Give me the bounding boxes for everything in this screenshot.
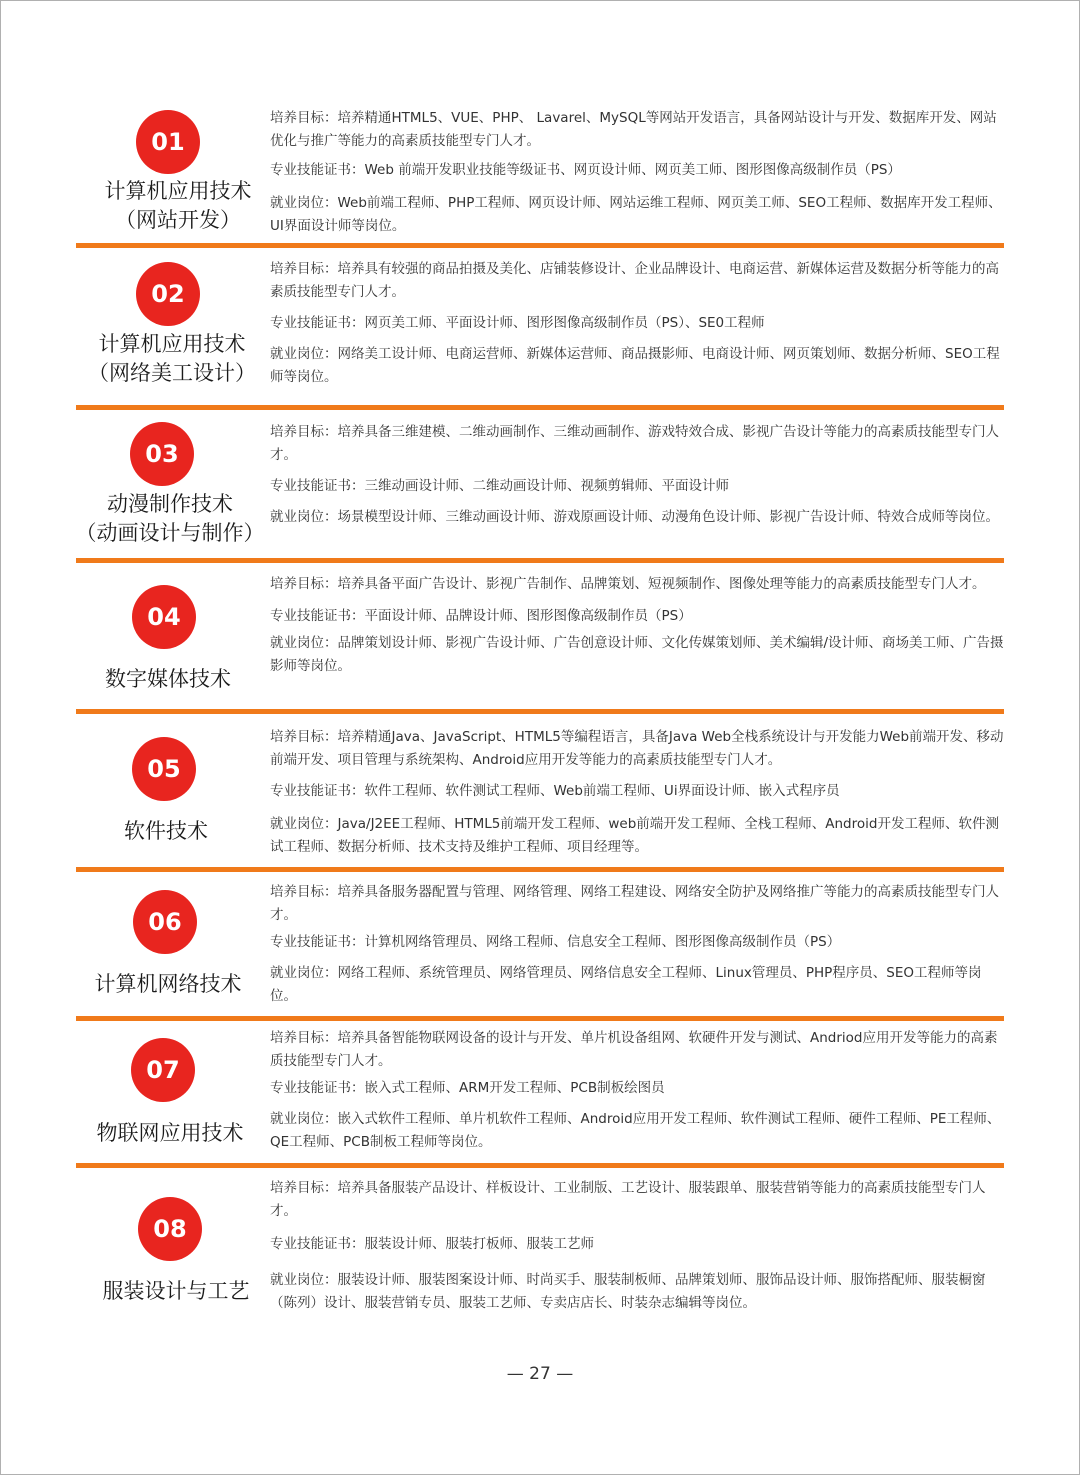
section-number-badge: 08: [138, 1197, 202, 1261]
section-number-badge: 06: [133, 890, 197, 954]
employment-positions: 就业岗位：嵌入式软件工程师、单片机软件工程师、Android应用开发工程师、软件测试工程师、硬件工程师、PE工程师、QE工程师、PCB制板工程师等岗位。: [270, 1111, 1001, 1150]
section-info: [270, 107, 1006, 238]
section-number-badge: 05: [132, 737, 196, 801]
skill-certificate: 专业技能证书：平面设计师、品牌设计师、图形图像高级制作员（PS）: [270, 608, 692, 624]
major-name-line2: （网站开发）: [115, 208, 241, 232]
section-info: [270, 258, 1006, 389]
section-divider: [76, 1016, 1004, 1021]
section-info: [270, 726, 1006, 859]
training-goal: 培养目标：培养具备服务器配置与管理、网络管理、网络工程建设、网络安全防护及网络推广等能力的高素质技能型专门人才。: [270, 884, 999, 923]
major-name-line1: 软件技术: [124, 819, 208, 843]
skill-certificate: 专业技能证书：软件工程师、软件测试工程师、Web前端工程师、Ui界面设计师、嵌入式程序员: [270, 783, 840, 799]
section-number-badge: 04: [132, 585, 196, 649]
section-info: [270, 1027, 1006, 1154]
section-divider: [76, 1163, 1004, 1168]
major-name: [70, 490, 270, 548]
section-number-badge: 03: [130, 422, 194, 486]
training-goal: 培养目标：培养具备三维建模、二维动画制作、三维动画制作、游戏特效合成、影视广告设计等能力的高素质技能型专门人才。: [270, 424, 999, 463]
major-name: [72, 330, 272, 388]
major-name: [76, 1277, 276, 1306]
skill-certificate: 专业技能证书：计算机网络管理员、网络工程师、信息安全工程师、图形图像高级制作员（PS）: [270, 934, 841, 950]
employment-positions: 就业岗位：网络美工设计师、电商运营师、新媒体运营师、商品摄影师、电商设计师、网页策划师、数据分析师、SEO工程师等岗位。: [270, 346, 1000, 385]
major-name-line1: 计算机网络技术: [94, 972, 242, 996]
major-name-line1: 动漫制作技术: [107, 492, 233, 516]
training-goal: 培养目标：培养具备平面广告设计、影视广告制作、品牌策划、短视频制作、图像处理等能力的高素质技能型专门人才。: [270, 576, 986, 592]
section-info: [270, 1177, 1006, 1315]
training-goal: 培养目标：培养精通Java、JavaScript、HTML5等编程语言，具备Java Web全栈系统设计与开发能力Web前端开发、移动前端开发、项目管理与系统架构、Android应用开发等能力的高素质技能型专门人才。: [270, 729, 1004, 768]
major-name: [68, 665, 268, 694]
section-divider: [76, 709, 1004, 714]
section-info: [270, 573, 1006, 678]
skill-certificate: 专业技能证书：服装设计师、服装打板师、服装工艺师: [270, 1236, 594, 1252]
training-goal: 培养目标：培养具有较强的商品拍摄及美化、店铺装修设计、企业品牌设计、电商运营、新媒体运营及数据分析等能力的高素质技能型专门人才。: [270, 261, 999, 300]
major-name-line1: 计算机应用技术: [98, 332, 246, 356]
major-name: [78, 177, 278, 235]
employment-positions: 就业岗位：Java/J2EE工程师、HTML5前端开发工程师、web前端开发工程师、全栈工程师、Android开发工程师、软件测试工程师、数据分析师、技术支持及维护工程师、项目经理等。: [270, 816, 999, 855]
major-name-line1: 服装设计与工艺: [102, 1279, 250, 1303]
major-name-line2: （动画设计与制作）: [75, 521, 265, 545]
training-goal: 培养目标：培养具备智能物联网设备的设计与开发、单片机设备组网、软硬件开发与测试、Andriod应用开发等能力的高素质技能型专门人才。: [270, 1030, 998, 1069]
training-goal: 培养目标：培养具备服装产品设计、样板设计、工业制版、工艺设计、服装跟单、服装营销等能力的高素质技能型专门人才。: [270, 1180, 986, 1219]
employment-positions: 就业岗位：品牌策划设计师、影视广告设计师、广告创意设计师、文化传媒策划师、美术编辑/设计师、商场美工师、广告摄影师等岗位。: [270, 635, 1004, 674]
skill-certificate: 专业技能证书：Web 前端开发职业技能等级证书、网页设计师、网页美工师、图形图像高级制作员（PS）: [270, 162, 901, 178]
section-number-badge: 07: [131, 1038, 195, 1102]
section-divider: [76, 243, 1004, 248]
section-info: [270, 881, 1006, 1008]
employment-positions: 就业岗位：服装设计师、服装图案设计师、时尚买手、服装制板师、品牌策划师、服饰品设计师、服饰搭配师、服装橱窗（陈列）设计、服装营销专员、服装工艺师、专卖店店长、时装杂志编辑等岗位。: [270, 1272, 986, 1311]
employment-positions: 就业岗位：网络工程师、系统管理员、网络管理员、网络信息安全工程师、Linux管理员、PHP程序员、SEO工程师等岗位。: [270, 965, 982, 1004]
page-number: — 27 —: [506, 1364, 574, 1384]
section-divider: [76, 405, 1004, 410]
training-goal: 培养目标：培养精通HTML5、VUE、PHP、 Lavarel、MySQL等网站开发语言，具备网站设计与开发、数据库开发、网站优化与推广等能力的高素质技能型专门人才。: [270, 110, 997, 149]
major-name-line2: （网络美工设计）: [88, 361, 256, 385]
skill-certificate: 专业技能证书：三维动画设计师、二维动画设计师、视频剪辑师、平面设计师: [270, 478, 729, 494]
major-name-line1: 计算机应用技术: [104, 179, 252, 203]
employment-positions: 就业岗位：Web前端工程师、PHP工程师、网页设计师、网站运维工程师、网页美工师、SEO工程师、数据库开发工程师、UI界面设计师等岗位。: [270, 195, 1002, 234]
major-name: [66, 817, 266, 846]
section-divider: [76, 867, 1004, 872]
major-name: [70, 1119, 270, 1148]
section-info: [270, 421, 1006, 529]
skill-certificate: 专业技能证书：网页美工师、平面设计师、图形图像高级制作员（PS）、SE0工程师: [270, 315, 765, 331]
major-name-line1: 物联网应用技术: [96, 1121, 244, 1145]
skill-certificate: 专业技能证书：嵌入式工程师、ARM开发工程师、PCB制板绘图员: [270, 1080, 665, 1096]
section-number-badge: 02: [136, 262, 200, 326]
section-divider: [76, 558, 1004, 563]
section-number-badge: 01: [136, 110, 200, 174]
employment-positions: 就业岗位：场景模型设计师、三维动画设计师、游戏原画设计师、动漫角色设计师、影视广告设计师、特效合成师等岗位。: [270, 509, 999, 525]
major-name: [68, 970, 268, 999]
major-name-line1: 数字媒体技术: [105, 667, 231, 691]
